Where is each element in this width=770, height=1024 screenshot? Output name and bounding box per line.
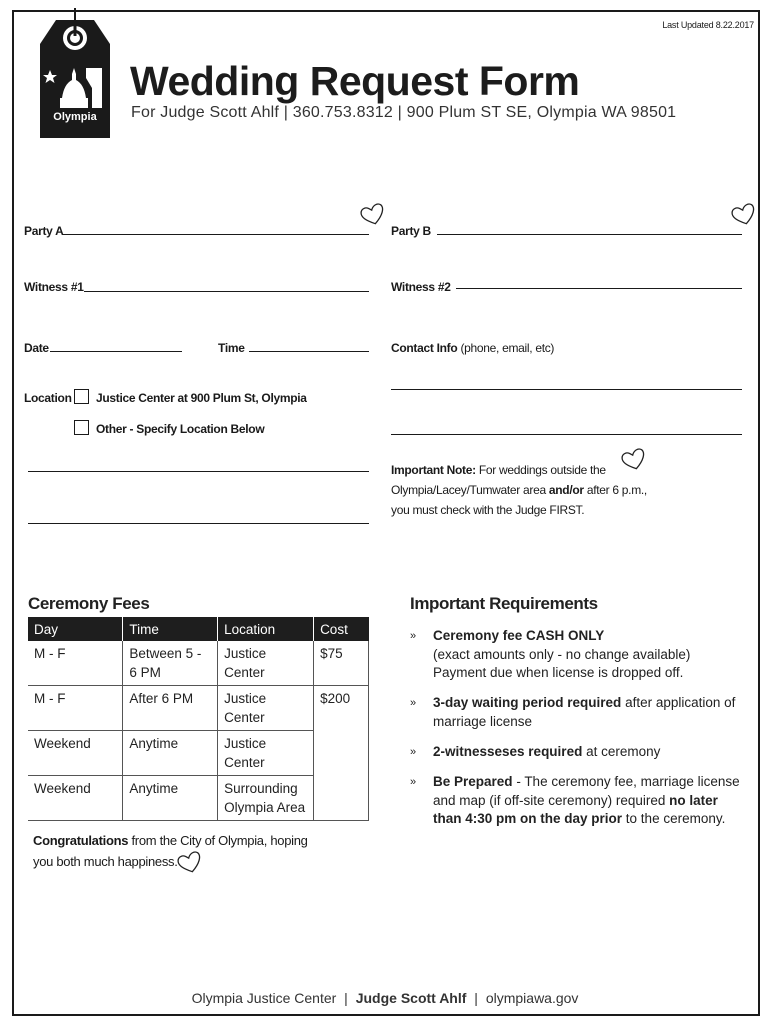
contact-info-label bbox=[391, 341, 554, 355]
location-cell: Justice Center bbox=[218, 641, 314, 686]
note-text-2: after 6 p.m., you must check with the Judge FIRST. bbox=[391, 483, 647, 517]
heart-icon bbox=[731, 203, 757, 227]
column-header: Time bbox=[123, 617, 218, 641]
contact-label: Contact Info bbox=[391, 341, 458, 355]
time-cell: Anytime bbox=[123, 776, 218, 821]
page-subtitle: For Judge Scott Ahlf | 360.753.8312 | 900 Plum ST SE, Olympia WA 98501 bbox=[131, 104, 677, 121]
other-location-checkbox[interactable] bbox=[74, 420, 89, 435]
cost-cell: $200 bbox=[314, 686, 369, 821]
requirement-text: after application of marriage license bbox=[433, 695, 736, 729]
last-updated: Last Updated 8.22.2017 bbox=[662, 20, 754, 30]
bullet-marker: » bbox=[410, 746, 417, 758]
requirement-item bbox=[410, 743, 740, 762]
location-cell: Justice Center bbox=[218, 686, 314, 731]
footer-judge: Judge Scott Ahlf bbox=[355, 990, 467, 1006]
time-cell: Anytime bbox=[123, 731, 218, 776]
witness-2-field[interactable] bbox=[456, 288, 742, 289]
day-cell: M - F bbox=[28, 641, 123, 686]
day-cell: M - F bbox=[28, 686, 123, 731]
witness-1-label: Witness #1 bbox=[24, 280, 84, 294]
footer-separator: | bbox=[344, 990, 348, 1006]
justice-center-option-label: Justice Center at 900 Plum St, Olympia bbox=[96, 391, 307, 405]
requirement-bold: 2-witnesseses required bbox=[433, 744, 583, 759]
bullet-marker: » bbox=[410, 697, 417, 709]
requirement-bold: Be Prepared bbox=[433, 774, 513, 789]
requirement-bold: Ceremony fee CASH ONLY bbox=[433, 628, 605, 643]
note-emphasis: and/or bbox=[548, 483, 584, 497]
day-cell: Weekend bbox=[28, 731, 123, 776]
footer-website[interactable]: olympiawa.gov bbox=[485, 990, 579, 1006]
olympia-logo bbox=[36, 8, 114, 140]
table-row bbox=[28, 686, 369, 731]
party-a-label: Party A bbox=[24, 224, 64, 238]
heart-icon bbox=[360, 203, 386, 227]
footer-separator: | bbox=[474, 990, 478, 1006]
location-field-2[interactable] bbox=[28, 523, 369, 524]
bullet-marker: » bbox=[410, 630, 417, 642]
requirement-text: at ceremony bbox=[586, 744, 661, 759]
requirement-item bbox=[410, 773, 740, 829]
party-b-field[interactable] bbox=[437, 234, 742, 235]
column-header: Day bbox=[28, 617, 123, 641]
requirement-text-end: to the ceremony. bbox=[625, 811, 726, 826]
justice-center-checkbox[interactable] bbox=[74, 389, 89, 404]
location-field-1[interactable] bbox=[28, 471, 369, 472]
time-label: Time bbox=[218, 341, 245, 355]
note-text-1: For weddings outside the Olympia/Lacey/Tumwater area bbox=[391, 463, 606, 497]
page-title: Wedding Request Form bbox=[130, 58, 580, 104]
party-b-label: Party B bbox=[391, 224, 431, 238]
requirements-heading: Important Requirements bbox=[410, 594, 598, 613]
footer bbox=[0, 990, 770, 1006]
fees-header-row bbox=[28, 617, 369, 641]
congrats-text: from the City of Olympia, hoping you both much happiness. bbox=[33, 833, 308, 869]
other-location-option-label: Other - Specify Location Below bbox=[96, 422, 265, 436]
party-a-field[interactable] bbox=[62, 234, 369, 235]
table-row bbox=[28, 641, 369, 686]
column-header: Location bbox=[218, 617, 314, 641]
bullet-marker: » bbox=[410, 776, 417, 788]
date-field[interactable] bbox=[50, 351, 182, 352]
note-label: Important Note: bbox=[391, 463, 476, 477]
column-header: Cost bbox=[314, 617, 369, 641]
important-note bbox=[391, 460, 651, 520]
congrats-bold: Congratulations bbox=[33, 833, 129, 848]
fees-table bbox=[28, 617, 369, 821]
contact-hint: (phone, email, etc) bbox=[460, 341, 555, 355]
requirement-text: - The ceremony fee, marriage license and map (if off-site ceremony) required bbox=[433, 774, 740, 808]
witness-1-field[interactable] bbox=[84, 291, 369, 292]
day-cell: Weekend bbox=[28, 776, 123, 821]
date-label: Date bbox=[24, 341, 49, 355]
witness-2-label: Witness #2 bbox=[391, 280, 451, 294]
contact-field-2[interactable] bbox=[391, 434, 742, 435]
requirement-item bbox=[410, 694, 740, 731]
requirement-text: (exact amounts only - no change available) Payment due when license is dropped off. bbox=[433, 646, 691, 680]
logo-text: Olympia bbox=[53, 111, 97, 123]
congratulations-message bbox=[33, 830, 313, 872]
cost-cell: $75 bbox=[314, 641, 369, 686]
fees-heading: Ceremony Fees bbox=[28, 594, 150, 613]
time-field[interactable] bbox=[249, 351, 369, 352]
footer-org: Olympia Justice Center bbox=[191, 990, 337, 1006]
requirement-item bbox=[410, 627, 740, 683]
location-label: Location bbox=[24, 391, 72, 405]
time-cell: Between 5 - 6 PM bbox=[123, 641, 218, 686]
location-cell: Justice Center bbox=[218, 731, 314, 776]
requirement-bold: 3-day waiting period required bbox=[433, 695, 622, 710]
time-cell: After 6 PM bbox=[123, 686, 218, 731]
requirement-bold-deadline: no later than 4:30 pm on the day prior bbox=[433, 792, 718, 826]
contact-field-1[interactable] bbox=[391, 389, 742, 390]
location-cell: Surrounding Olympia Area bbox=[218, 776, 314, 821]
